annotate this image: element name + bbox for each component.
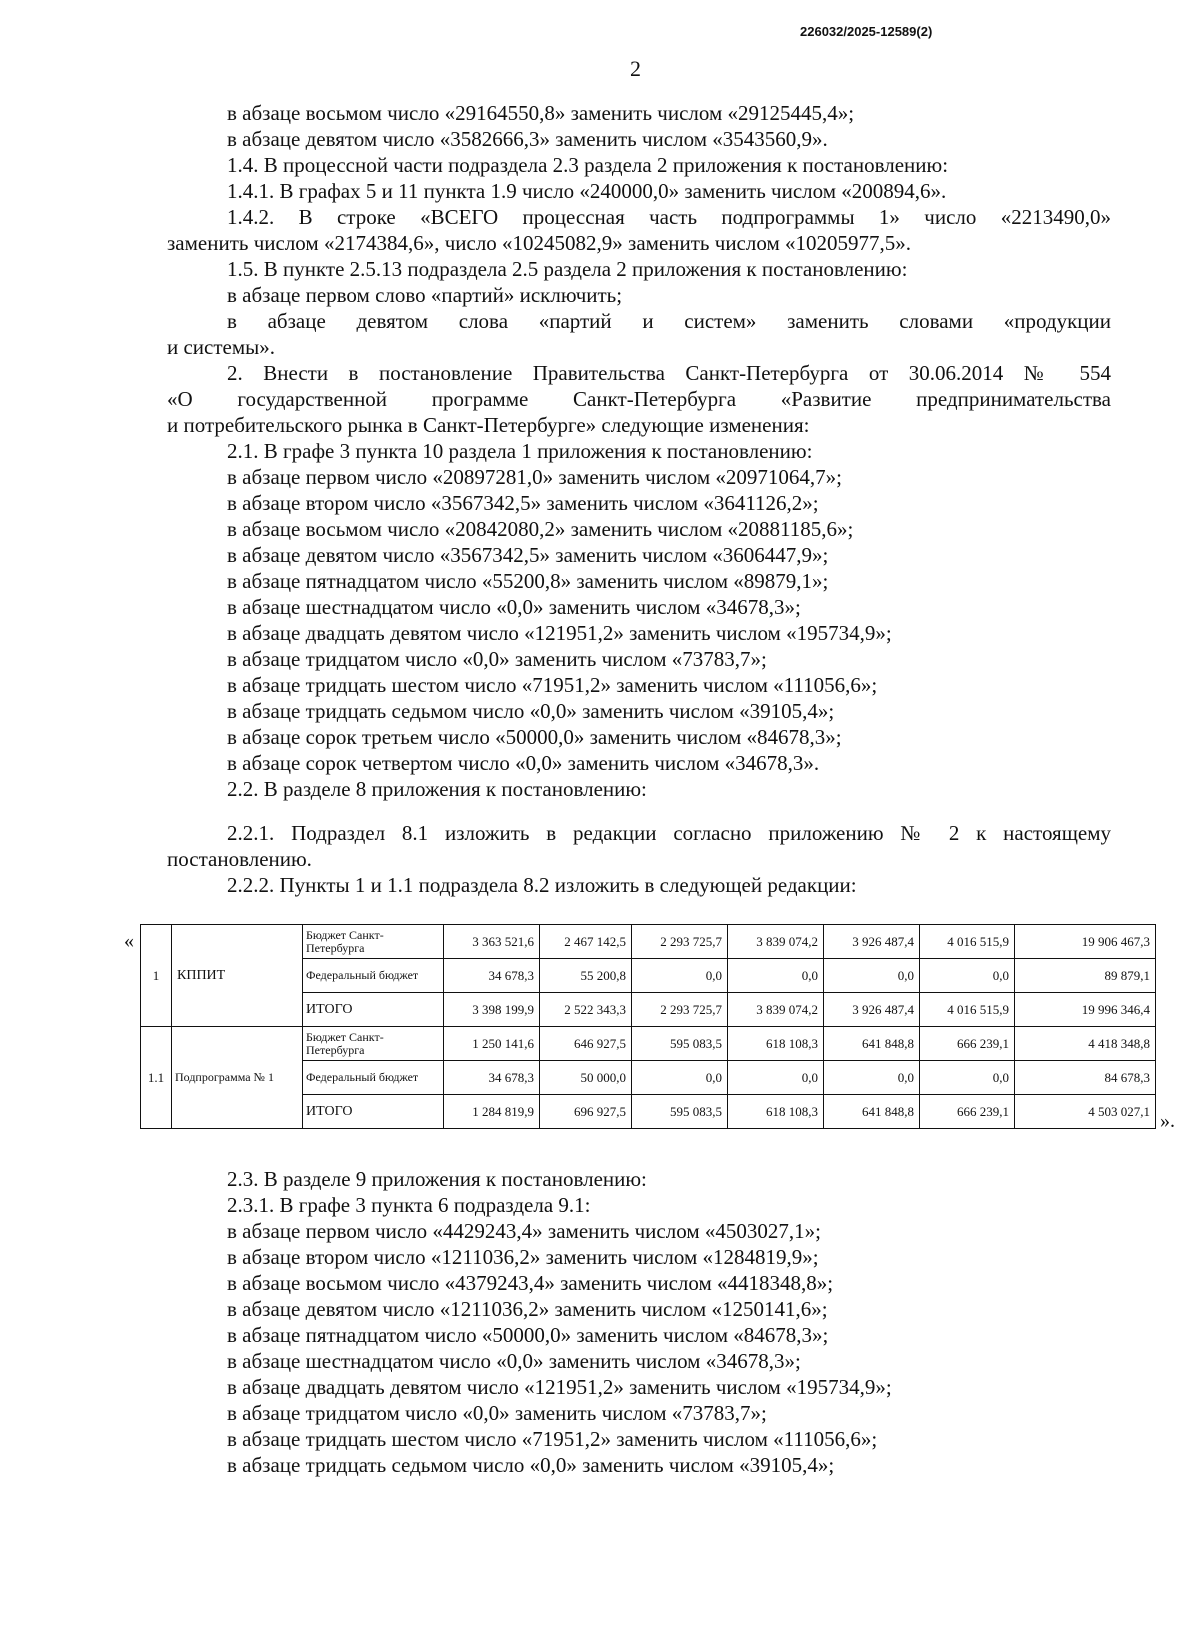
table-cell: 641 848,8 (824, 1027, 920, 1061)
text-line: в абзаце втором число «3567342,5» заменить числом «3641126,2»; (227, 491, 819, 515)
text-line: в абзаце девятом слова «партий и систем» заменить словами «продукции (227, 309, 1111, 333)
table-cell: 0,0 (728, 1061, 824, 1095)
text-line: в абзаце двадцать девятом число «121951,2» заменить числом «195734,9»; (227, 1375, 892, 1399)
table-cell: 666 239,1 (920, 1027, 1015, 1061)
table-cell: 0,0 (728, 959, 824, 993)
table-cell: 618 108,3 (728, 1027, 824, 1061)
text-line: в абзаце девятом число «3582666,3» заменить числом «3543560,9». (227, 127, 828, 151)
text-line: 2.2.1. Подраздел 8.1 изложить в редакции согласно приложению № 2 к настоящему (227, 821, 1111, 845)
text-line: 2.3.1. В графе 3 пункта 6 подраздела 9.1: (227, 1193, 591, 1217)
row-number: 1.1 (141, 1027, 172, 1129)
table-cell: 3 839 074,2 (728, 925, 824, 959)
table-cell: 2 293 725,7 (632, 925, 728, 959)
funding-source-total: ИТОГО (303, 1095, 444, 1129)
text-line: и системы». (167, 335, 276, 359)
table-cell: 2 467 142,5 (540, 925, 632, 959)
funding-source: Федеральный бюджет (303, 959, 444, 993)
table-cell-total: 89 879,1 (1015, 959, 1156, 993)
text-line: 2. Внести в постановление Правительства Санкт-Петербурга от 30.06.2014 № 554 (227, 361, 1111, 385)
table-cell: 4 016 515,9 (920, 925, 1015, 959)
text-line: в абзаце тридцать шестом число «71951,2» заменить числом «111056,6»; (227, 673, 878, 697)
text-line: в абзаце пятнадцатом число «55200,8» заменить числом «89879,1»; (227, 569, 829, 593)
table-cell: 641 848,8 (824, 1095, 920, 1129)
table-cell-total: 19 996 346,4 (1015, 993, 1156, 1027)
text-line: 2.1. В графе 3 пункта 10 раздела 1 приложения к постановлению: (227, 439, 813, 463)
funding-source-total: ИТОГО (303, 993, 444, 1027)
text-line: в абзаце сорок третьем число «50000,0» заменить числом «84678,3»; (227, 725, 842, 749)
table-cell: 1 250 141,6 (444, 1027, 540, 1061)
text-line: в абзаце двадцать девятом число «121951,2» заменить числом «195734,9»; (227, 621, 892, 645)
table-cell: 4 016 515,9 (920, 993, 1015, 1027)
text-line: в абзаце тридцать седьмом число «0,0» заменить числом «39105,4»; (227, 1453, 835, 1477)
funding-source: Федеральный бюджет (303, 1061, 444, 1095)
table-cell: 646 927,5 (540, 1027, 632, 1061)
text-line: в абзаце первом число «4429243,4» заменить числом «4503027,1»; (227, 1219, 821, 1243)
budget-table (140, 924, 1156, 1129)
table-cell: 3 926 487,4 (824, 925, 920, 959)
table-cell: 1 284 819,9 (444, 1095, 540, 1129)
table-cell: 666 239,1 (920, 1095, 1015, 1129)
text-line: в абзаце первом число «20897281,0» заменить числом «20971064,7»; (227, 465, 842, 489)
table-cell: 34 678,3 (444, 1061, 540, 1095)
table-row (141, 1027, 1156, 1061)
funding-source: Бюджет Санкт-Петербурга (303, 925, 444, 959)
table-cell: 3 363 521,6 (444, 925, 540, 959)
table-cell: 0,0 (824, 959, 920, 993)
text-line: 2.2. В разделе 8 приложения к постановлению: (227, 777, 647, 801)
table-row (141, 925, 1156, 959)
table-cell: 3 926 487,4 (824, 993, 920, 1027)
text-line: 2.3. В разделе 9 приложения к постановлению: (227, 1167, 647, 1191)
text-line: в абзаце тридцатом число «0,0» заменить числом «73783,7»; (227, 647, 767, 671)
table-cell: 55 200,8 (540, 959, 632, 993)
text-line: 1.4.1. В графах 5 и 11 пункта 1.9 число «240000,0» заменить числом «200894,6». (227, 179, 947, 203)
table-open-quote: « (124, 930, 134, 952)
table-cell: 2 293 725,7 (632, 993, 728, 1027)
text-line: в абзаце тридцать шестом число «71951,2» заменить числом «111056,6»; (227, 1427, 878, 1451)
table-cell: 50 000,0 (540, 1061, 632, 1095)
text-line: и потребительского рынка в Санкт-Петербурге» следующие изменения: (167, 413, 810, 437)
table-cell: 3 839 074,2 (728, 993, 824, 1027)
table-close-quote: ». (1160, 1110, 1175, 1132)
text-line: в абзаце шестнадцатом число «0,0» заменить числом «34678,3»; (227, 595, 801, 619)
page-number: 2 (630, 56, 641, 81)
text-line: заменить числом «2174384,6», число «10245082,9» заменить числом «10205977,5». (167, 231, 911, 255)
text-line: в абзаце сорок четвертом число «0,0» заменить числом «34678,3». (227, 751, 820, 775)
text-line: 1.4. В процессной части подраздела 2.3 раздела 2 приложения к постановлению: (227, 153, 949, 177)
table-cell: 696 927,5 (540, 1095, 632, 1129)
table-cell-total: 19 906 467,3 (1015, 925, 1156, 959)
text-line: 1.4.2. В строке «ВСЕГО процессная часть подпрограммы 1» число «2213490,0» (227, 205, 1111, 229)
table-cell: 595 083,5 (632, 1027, 728, 1061)
program-name: КППИТ (172, 925, 303, 1027)
text-line: в абзаце девятом число «3567342,5» заменить числом «3606447,9»; (227, 543, 829, 567)
text-line: в абзаце шестнадцатом число «0,0» заменить числом «34678,3»; (227, 1349, 801, 1373)
funding-source: Бюджет Санкт-Петербурга (303, 1027, 444, 1061)
table-cell: 595 083,5 (632, 1095, 728, 1129)
document-registration-number: 226032/2025-12589(2) (800, 24, 933, 39)
table-cell: 2 522 343,3 (540, 993, 632, 1027)
program-name: Подпрограмма № 1 (172, 1027, 303, 1129)
text-line: постановлению. (167, 847, 312, 871)
table-cell-total: 84 678,3 (1015, 1061, 1156, 1095)
text-line: в абзаце восьмом число «4379243,4» заменить числом «4418348,8»; (227, 1271, 834, 1295)
text-line: в абзаце тридцатом число «0,0» заменить числом «73783,7»; (227, 1401, 767, 1425)
table-cell-total: 4 418 348,8 (1015, 1027, 1156, 1061)
text-line: 2.2.2. Пункты 1 и 1.1 подраздела 8.2 изложить в следующей редакции: (227, 873, 857, 897)
text-line: в абзаце первом слово «партий» исключить; (227, 283, 623, 307)
table-cell: 0,0 (632, 1061, 728, 1095)
text-line: в абзаце тридцать седьмом число «0,0» заменить числом «39105,4»; (227, 699, 835, 723)
text-line: в абзаце восьмом число «20842080,2» заменить числом «20881185,6»; (227, 517, 854, 541)
table-cell: 0,0 (920, 1061, 1015, 1095)
table-cell: 0,0 (920, 959, 1015, 993)
text-line: 1.5. В пункте 2.5.13 подраздела 2.5 раздела 2 приложения к постановлению: (227, 257, 908, 281)
table-cell: 618 108,3 (728, 1095, 824, 1129)
text-line: в абзаце втором число «1211036,2» заменить числом «1284819,9»; (227, 1245, 819, 1269)
table-cell-total: 4 503 027,1 (1015, 1095, 1156, 1129)
text-line: в абзаце восьмом число «29164550,8» заменить числом «29125445,4»; (227, 101, 855, 125)
row-number: 1 (141, 925, 172, 1027)
table-cell: 0,0 (824, 1061, 920, 1095)
table-cell: 0,0 (632, 959, 728, 993)
table-cell: 3 398 199,9 (444, 993, 540, 1027)
text-line: «О государственной программе Санкт-Петербурга «Развитие предпринимательства (167, 387, 1111, 411)
table-cell: 34 678,3 (444, 959, 540, 993)
text-line: в абзаце девятом число «1211036,2» заменить числом «1250141,6»; (227, 1297, 828, 1321)
text-line: в абзаце пятнадцатом число «50000,0» заменить числом «84678,3»; (227, 1323, 829, 1347)
